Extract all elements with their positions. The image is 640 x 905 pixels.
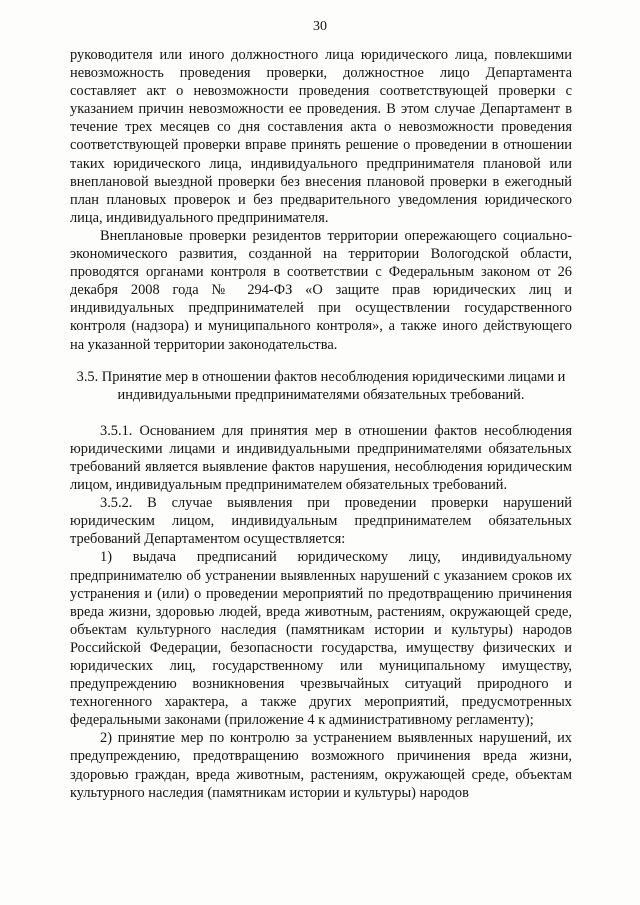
list-item-2: 2) принятие мер по контролю за устранением выявленных нарушений, их предупреждению, предотвращению возможного причинения вреда жизни, здоровью граждан, вреда животным, растениям, окружающей среде, объектам культурного наследия (памятникам истории и культуры) народов (70, 730, 572, 801)
paragraph-unscheduled-inspections: Внеплановые проверки резидентов территории опережающего социально-экономического развития, созданной на территории Вологодской области, проводятся органами контроля в соответствии с Федеральным законом от 26 декабря 2008 года № 294-ФЗ «О защите прав юридических лиц и индивидуальных предпринимателей при осуществлении государственного контроля (надзора) и муниципального контроля», а также иного действующего на указанной территории законодательства. (70, 227, 572, 353)
page-number: 30 (313, 19, 327, 34)
paragraph-continuation: руководителя или иного должностного лица юридического лица, повлекшими невозможность проведения проверки, должностное лицо Департамента составляет акт о невозможности проведения соответствующей проверки с указанием причин невозможности ее проведения. В этом случае Департамент в течение трех месяцев со дня составления акта о невозможности проведения соответствующей проверки вправе принять решение о проведении в отношении таких юридического лица, индивидуального предпринимателя плановой или внеплановой выездной проверки без внесения плановой проверки в ежегодный план плановых проверок и без предварительного уведомления юридического лица, индивидуального предпринимателя. (70, 47, 572, 226)
paragraph-3-5-1: 3.5.1. Основанием для принятия мер в отношении фактов несоблюдения юридическими лицами и индивидуальными предпринимателями обязательных требований является выявление фактов нарушения, несоблюдения юридическим лицом, индивидуальным предпринимателем обязательных требований. (70, 422, 572, 494)
list-item-1: 1) выдача предписаний юридическому лицу, индивидуальному предпринимателю об устранении выявленных нарушений с указанием сроков их устранения и (или) о проведении мероприятий по предотвращению причинения вреда жизни, здоровью людей, вреда животным, растениям, окружающей среде, объектам культурного наследия (памятникам истории и культуры) народов Российской Федерации, безопасности государства, имуществу физических и юридических лиц, государственному или муниципальному имуществу, предупреждению возникновения чрезвычайных ситуаций природного и техногенного характера, а также других мероприятий, предусмотренных федеральными законами (приложение 4 к административному регламенту); (70, 549, 572, 729)
section-heading-3-5: 3.5. Принятие мер в отношении фактов несоблюдения юридическими лицами и индивидуальными предпринимателями обязательных требований. (76, 368, 566, 403)
paragraph-3-5-2: 3.5.2. В случае выявления при проведении проверки нарушений юридическим лицом, индивидуальным предпринимателем обязательных требований Департаментом осуществляется: (70, 495, 572, 548)
document-body (70, 46, 572, 802)
